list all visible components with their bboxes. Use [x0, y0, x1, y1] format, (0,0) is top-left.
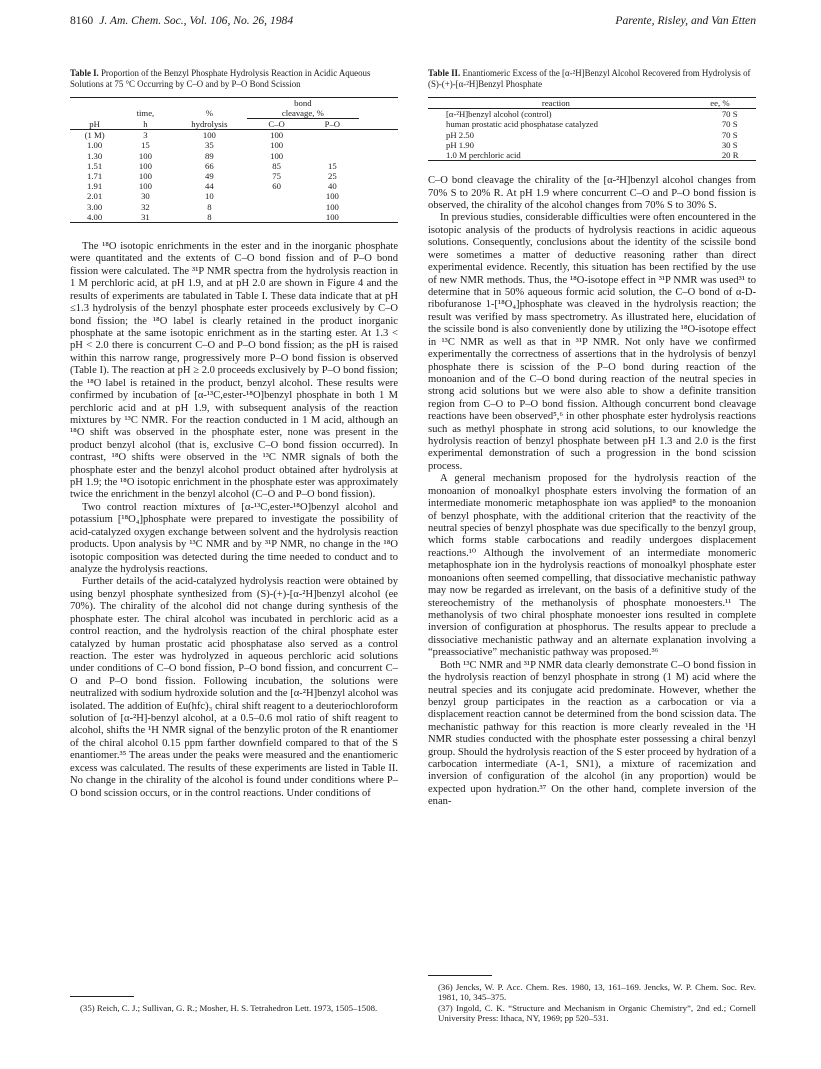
table1-head-po: P–O	[306, 119, 358, 130]
table-row: 3.00 32 8 100	[86, 201, 339, 212]
table-row: 1.0 M perchloric acid 20 R	[428, 150, 756, 161]
table1-head-ph: pH	[70, 119, 119, 130]
table-row: 2.01 30 10 100	[86, 191, 339, 202]
footnote-rule	[70, 996, 134, 997]
table-row: [α-²H]benzyl alcohol (control) 70 S	[446, 109, 738, 120]
table1	[70, 97, 398, 223]
table-row: 4.00 31 8 100	[70, 212, 398, 223]
right-paragraph-3: A general mechanism proposed for the hydrolysis reaction of the monoanion of monoalkyl phosphate esters involving the formation of an intermediate monomeric metaphosphate ion was applied⁸ to the monoanion of benzyl phosphate, with the additional criterion that the reactivity of the neutral species of benzyl phosphate was due specifically to the benzyl group, which forms stable carbocations and readily undergoes displacement reactions.¹⁰ Although the involvement of an intermediate monomeric metaphosphate ion in the hydrolysis reactions of monoalkyl phosphate ester monoanions often seemed compelling, that dissociative mechanistic pathway may now be regarded as irrelevant, on the basis of a definitive study of the stereochemistry of the methanolysis of phosphate monoesters.¹¹ The methanolysis of two chiral phosphate monoester ions resulted in complete inversion of configuration at phosphorus. The results appear to preclude a dissociative mechanistic pathway and an alternate explanation involving a “preassociative” mechanistic pathway was proposed.³⁶	[428, 473, 756, 659]
table1-label: Table I.	[70, 68, 99, 78]
right-paragraph-1: C–O bond cleavage the chirality of the [α-²H]benzyl alcohol changes from 70% S to 20% R. At pH 1.9 where concurrent C–O and P–O bond fission is observed, the chirality of the alcohol changes from 70% S to 30% S.	[428, 175, 756, 212]
footnote-36: (36) Jencks, W. P. Acc. Chem. Res. 1980, 13, 161–169. Jencks, W. P. Chem. Soc. Rev. 1981, 10, 345–375.	[438, 982, 756, 1003]
table2-label: Table II.	[428, 68, 461, 78]
table1-head-time-l2: h	[119, 119, 171, 130]
right-column	[428, 68, 756, 809]
table-row: 1.91 100 44 60 40	[86, 181, 337, 192]
table1-head-time-l1: time,	[136, 108, 155, 119]
right-paragraph-4: Both ¹³C NMR and ³¹P NMR data clearly demonstrate C–O bond fission in the hydrolysis reaction of benzyl phosphate in strong (1 M) acid where the neutral species and its conjugate acid predominate. However, whether the benzyl group participates in the reaction as a carbocation or via a displacement reaction cannot be determined from the bond scission data. The mechanistic pathway for this reaction is more clearly revealed in the ¹H NMR studies conducted with the phosphate ester possessing a chiral benzyl group. Should the hydrolysis reaction of the S ester proceed by hydration of a carbocation intermediate (A-1, SN1), a mixture of racemization and inversion of configuration of the alcohol (in any proportion) would be expected upon hydration.³⁷ On the other hand, complete inversion of the enan-	[428, 659, 756, 808]
table1-head-bond-l1: bond	[247, 98, 359, 109]
footnote-35: (35) Reich, C. J.; Sullivan, G. R.; Mosher, H. S. Tetrahedron Lett. 1973, 1505–1508.	[80, 1003, 378, 1013]
table2-caption-text: Enantiomeric Excess of the [α-²H]Benzyl Alcohol Recovered from Hydrolysis of (S)-(+)-[α-²H]Benzyl Phosphate	[428, 68, 751, 89]
left-paragraph-3: Further details of the acid-catalyzed hydrolysis reaction were obtained by using benzyl phosphate synthesized from (S)-(+)-[α-²H]benzyl alcohol (ee 70%). The chirality of the alcohol did not change during synthesis of the phosphate ester. The chiral alcohol was incubated in perchloric acid as a control reaction, and the hydrolysis reaction of the chiral phosphate ester catalyzed by human prostatic acid phosphatase also served as a control reaction. The ester was hydrolyzed in aqueous perchloric acid solutions under conditions of C–O bond fission, P–O bond fission, and concurrent C–O and P–O bond fission. Following incubation, the solutions were neutralized with sodium hydroxide solution and the [α-²H]benzyl alcohol was isolated. The addition of Eu(hfc)₃ chiral shift reagent to a deuteriochloroform solution of [α-²H]-benzyl alcohol, at a 0.5–0.6 mol ratio of shift reagent to alcohol, shifts the ¹H NMR signal of the benzylic proton of the R enantiomer of the chiral alcohol 0.15 ppm farther downfield compared to that of the S enantiomer.³⁵ The areas under the peaks were measured and the enantiomeric excess was calculated. The results of these experiments are listed in Table II. No change in the chirality of the alcohol is found under conditions where P–O bond scission occurs, or in the control reactions. Under conditions of	[70, 576, 398, 799]
table1-head-hyd-l1: %	[205, 108, 213, 119]
table-row: human prostatic acid phosphatase catalyzed 70 S	[446, 119, 738, 130]
running-head-journal	[70, 14, 293, 27]
footnotes-left	[70, 996, 398, 1013]
running-head-authors: Parente, Risley, and Van Etten	[615, 14, 756, 27]
table1-head-co: C–O	[247, 119, 306, 130]
footnotes-right	[428, 975, 756, 1024]
page-header	[70, 14, 756, 32]
right-paragraph-2: In previous studies, considerable difficulties were often encountered in the isotopic analysis of the products of hydrolysis reactions in acidic aqueous solutions. Consequently, conclusions about the identity of the scissile bond were sometimes a matter of deductive reasoning rather than direct experimental evidence. Recently, this situation has been rectified by the use of new NMR methods. Thus, the ¹⁸O-isotope effect in ³¹P NMR was used³¹ to determine that in 50% aqueous formic acid solution, the C–O bond of α-D-ribofuranose 1-[¹⁸O₄]phosphate was cleaved in the hydrolysis reaction; the result was verified by mass spectrometry. As illustrated here, elucidation of the scissile bond is also conveniently done by utilizing the ¹⁸O-isotope effect in ¹³C NMR as well as that in ³¹P NMR. Not only have we confirmed experimentally the correctness of assertions that in the hydrolysis of benzyl phosphate there is scission of the P–O bond during reaction of the monoanion and of the C–O bond during reaction of the neutral species in strong acid solutions but we were also able to show a definite transition region from C–O to P–O bond fission. Although concurrent bond cleavage reactions have been observed⁵,⁶ in other phosphate ester hydrolysis reactions such as methyl phosphate in strong acid solutions, to our knowledge the hydrolysis reaction of benzyl phosphate between pH 1.3 and 2.0 is the first experimental demonstration of such a progression in the bond scission process.	[428, 212, 756, 472]
table2-head-reaction: reaction	[428, 98, 684, 109]
table1-head-hyd-l2: hydrolysis	[172, 119, 247, 130]
table-row: 1.71 100 49 75 25	[86, 171, 337, 181]
table2-head-ee: ee, %	[684, 98, 756, 109]
table-row: 1.30 100 89 100	[86, 150, 284, 161]
journal-citation: J. Am. Chem. Soc., Vol. 106, No. 26, 1984	[99, 14, 294, 27]
table2	[428, 97, 756, 161]
table-row: (1 M) 3 100 100	[84, 130, 284, 141]
table2-caption	[428, 68, 756, 89]
left-column	[70, 68, 398, 800]
left-paragraph-1: The ¹⁸O isotopic enrichments in the ester and in the inorganic phosphate were quantitated and the extents of C–O bond fission and of P–O bond fission were calculated. The ³¹P NMR spectra from the hydrolysis reaction in 1 M perchloric acid, at pH 1.9, and at pH 2.0 are shown in Figure 4 and the results of experiments are tabulated in Table I. These data indicate that at pH ≤1.3 hydrolysis of the benzyl phosphate ester proceeds exclusively by C–O bond fission; the ¹⁸O label is clearly retained in the product inorganic phosphate at the same isotopic enrichment as in the starting ester. At 1.3 < pH < 2.0 there is concurrent C–O and P–O bond fission; as the pH is raised within this narrow range, progressively more P–O bond fission is observed (Table I). The reaction at pH ≥ 2.0 proceeds exclusively by P–O bond fission; the ¹⁸O label is retained in the product, benzyl alcohol. These results were confirmed by incubation of [α-¹³C,ester-¹⁸O]benzyl phosphate in both 1 M perchloric acid and at pH 1.9, with subsequent analysis of the reaction mixtures by ¹³C NMR. For the reaction conducted in 1 M acid, although an ¹⁸O shift was observed in the phosphate ester, none was present in the product benzyl alcohol (that is, exclusive C–O bond fission occurred). In contrast, ¹⁸O shifts were observed in the ¹³C NMR signals of both the phosphate ester and the benzyl alcohol product obtained after hydrolysis at pH 1.9; the ¹⁸O isotopic enrichment in the phosphate ester was approximately twice the enrichment in the benzyl alcohol (C–O and P–O bond fission).	[70, 241, 398, 501]
table-row: pH 2.50 70 S	[446, 129, 738, 140]
left-paragraph-2: Two control reaction mixtures of [α-¹³C,ester-¹⁸O]benzyl alcohol and potassium [¹⁸O₄]phosphate were prepared to investigate the possibility of acid-catalyzed oxygen exchange between solvent and the hydrolysis reaction products. Upon analysis by ¹³C NMR and by ³¹P NMR, no change in the ¹⁸O isotopic composition was detected during the time needed to conduct and to analyze the hydrolysis reactions.	[70, 501, 398, 575]
table-row: 1.00 15 35 100	[86, 140, 284, 151]
footnote-37: (37) Ingold, C. K. “Structure and Mechanism in Organic Chemistry”, 2nd ed.; Cornell University Press: Ithaca, NY, 1969; pp 520–531.	[438, 1002, 756, 1024]
table1-caption-text: Proportion of the Benzyl Phosphate Hydrolysis Reaction in Acidic Aqueous Solutions at 75 °C Occurring by C–O and by P–O Bond Scission	[70, 68, 371, 89]
table-row: pH 1.90 30 S	[446, 139, 738, 150]
page-number: 8160	[70, 14, 94, 27]
table-row: 1.51 100 66 85 15	[86, 160, 337, 171]
footnote-rule	[428, 975, 492, 976]
table1-head-bond-l2: cleavage, %	[247, 108, 359, 119]
table1-caption	[70, 68, 398, 89]
